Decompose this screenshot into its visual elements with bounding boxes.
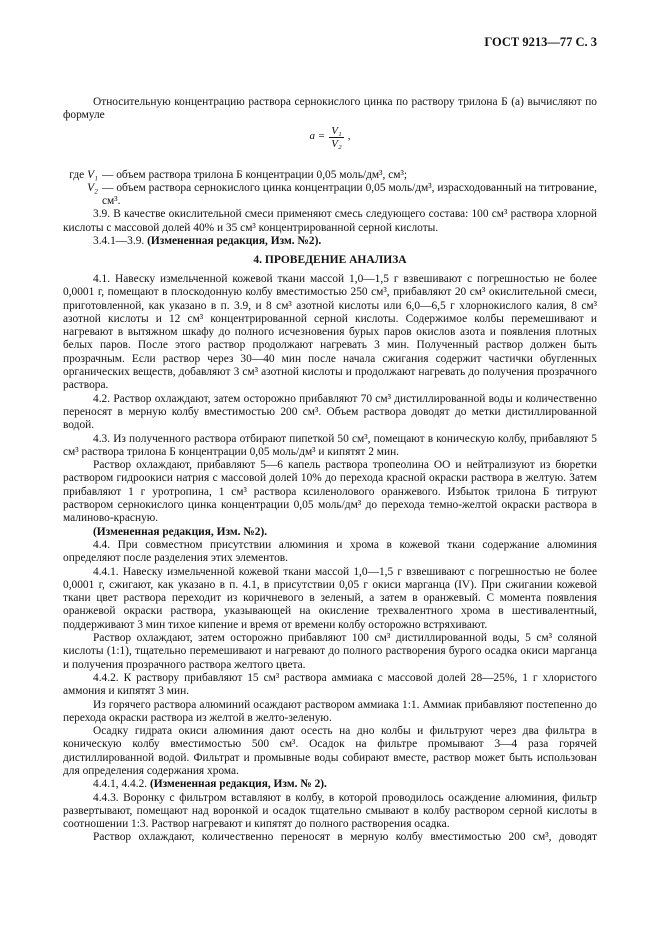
amendment-note-4-4 bbox=[63, 778, 597, 791]
intro-paragraph: Относительную концентрацию раствора сернокислого цинка по раствору трилона Б (а) вычисляют по формуле bbox=[63, 96, 597, 122]
paragraph-4-4-1-cont: Раствор охлаждают, затем осторожно прибавляют 100 см³ дистиллированной воды, 5 см³ соляной кислоты (1:1), тщательно перемешивают и нагревают до полного растворения бурого осадка окиси марганца и получения прозрачного раствора желтого цвета. bbox=[63, 632, 597, 671]
definition-symbol: V₂ bbox=[87, 181, 98, 194]
paragraph-4-4: 4.4. При совместном присутствии алюминия и хрома в кожевой ткани содержание алюминия определяют после разделения этих элементов. bbox=[63, 538, 597, 565]
formula-numerator: V₁ bbox=[331, 124, 342, 137]
formula bbox=[63, 125, 597, 169]
formula-lhs: a = bbox=[309, 130, 326, 143]
amendment-note-3-4-1 bbox=[63, 235, 597, 248]
paragraph-4-1: 4.1. Навеску измельченной кожевой ткани массой 1,0—1,5 г взвешивают с погрешностью не более 0,0001 г, помещают в плоскодонную колбу вместимостью 250 см³, прибавляют 20 см³ окислительной смеси, приготовленной, как указано в п. 3.9, и 8 см³ азотной кислоты или 6,0—6,5 г хлорнокислого калия, 8 см³ азотной кислоты и 12 см³ концентрированной серной кислоты. Содержимое колбы перемешивают и нагревают в вытяжном шкафу до полного исчезновения бурых паров окислов азота и появления плотных белых паров. После этого раствор продолжают нагревать 3 мин. Полученный раствор должен быть прозрачным. Если раствор через 30—40 мин после начала сжигания содержит частички обугленных органических веществ, добавляют 3 см³ азотной кислоты и продолжают нагревать до получения прозрачного раствора. bbox=[63, 273, 597, 392]
paragraph-4-4-2-filter: Осадку гидрата окиси алюминия дают осесть на дно колбы и фильтруют через два фильтра в коническую колбу вместимостью 500 см³. Осадок на фильтре промывают 3—4 раза горячей дистиллированной водой. Фильтрат и промывные воды собирают вместе, раствор может быть использован для определения содержания хрома. bbox=[63, 725, 597, 777]
definition-symbol: V₁ bbox=[87, 168, 98, 181]
paragraph-4-4-2-cont: Из горячего раствора алюминий осаждают раствором аммиака 1:1. Аммиак прибавляют постепенно до перехода окраски раствора из желтой в желто-зеленую. bbox=[63, 698, 597, 724]
formula-denominator: V₂ bbox=[331, 137, 342, 150]
amendment-label: (Измененная редакция, Изм. №2). bbox=[147, 235, 322, 248]
amendment-ref: 3.4.1—3.9. bbox=[93, 235, 145, 248]
paragraph-4-3: 4.3. Из полученного раствора отбирают пипеткой 50 см³, помещают в коническую колбу, прибавляют 5 см³ раствора трилона Б концентрации 0,05 моль/дм³ и кипятят 2 мин. bbox=[63, 432, 597, 458]
definition-text: — объем раствора трилона Б концентрации 0,05 моль/дм³, см³; bbox=[102, 168, 408, 181]
formula-comma: , bbox=[347, 130, 351, 143]
section-3-continuation bbox=[63, 96, 597, 248]
variable-definitions bbox=[55, 169, 597, 209]
definition-prefix: где bbox=[69, 168, 85, 181]
paragraph-4-4-1: 4.4.1. Навеску измельченной кожевой ткани массой 1,0—1,5 г взвешивают с погрешностью не более 0,0001 г, сжигают, как указано в п. 4.1, в присутствии 0,05 г окиси марганца (IV). При сжигании кожевой ткани цвет раствора переходит из коричневого в зеленый, а затем в оранжевый. С момента появления оранжевой окраски раствора, указывающей на окисление трехвалентного хрома в шестивалентный, поддерживают 3 мин тихое кипение и время от времени колбу осторожно встряхивают. bbox=[63, 565, 597, 631]
page-header: ГОСТ 9213—77 С. 3 bbox=[484, 35, 597, 49]
amendment-label: (Измененная редакция, Изм. № 2). bbox=[149, 778, 327, 791]
paragraph-3-9: 3.9. В качестве окислительной смеси применяют смесь следующего состава: 100 см³ раствора хлорной кислоты с массовой долей 40% и 35 см³ концентрированной серной кислоты. bbox=[63, 208, 597, 234]
amendment-note-4-3: (Измененная редакция, Изм. №2). bbox=[93, 525, 268, 538]
paragraph-4-4-3: 4.4.3. Воронку с фильтром вставляют в колбу, в которой проводилось осаждение алюминия, фильтр развертывают, помещают над воронкой и осадок тщательно смывают в колбу раствором серной кислоты в соотношении 1:3. Раствор нагревают и кипятят до полного растворения осадка. bbox=[63, 791, 597, 831]
section-4-body bbox=[63, 273, 597, 845]
section-title: 4. ПРОВЕДЕНИЕ АНАЛИЗА bbox=[253, 254, 407, 266]
paragraph-4-3-cont: Раствор охлаждают, прибавляют 5—6 капель раствора тропеолина ОО и нейтрализуют из бюретки раствором гидроокиси натрия с массовой долей 10% до перехода красной окраски раствора в желтую. Затем прибавляют 1 г уротропина, 1 см³ раствора ксиленолового оранжевого. Избыток трилона Б титруют раствором сернокислого цинка концентрации 0,05 моль/дм³ до перехода темно-желтой окраски раствора в малиново-красную. bbox=[63, 459, 597, 525]
definition-text: — объем раствора сернокислого цинка концентрации 0,05 моль/дм³, израсходованный на титрование, см³. bbox=[102, 181, 597, 208]
paragraph-4-4-2: 4.4.2. К раствору прибавляют 15 см³ раствора аммиака с массовой долей 28—25%, 1 г хлористого аммония и кипятят 3 мин. bbox=[63, 671, 597, 698]
definition-v2 bbox=[55, 182, 597, 209]
definition-v1 bbox=[55, 169, 597, 182]
amendment-ref: 4.4.1, 4.4.2. bbox=[93, 778, 148, 791]
paragraph-4-4-3-cont: Раствор охлаждают, количественно переносят в мерную колбу вместимостью 200 см³, доводят bbox=[93, 831, 597, 844]
paragraph-4-2: 4.2. Раствор охлаждают, затем осторожно прибавляют 70 см³ дистиллированной воды и количественно переносят в мерную колбу вместимостью 200 см³. Объем раствора доводят до метки дистиллированной водой. bbox=[63, 392, 597, 432]
